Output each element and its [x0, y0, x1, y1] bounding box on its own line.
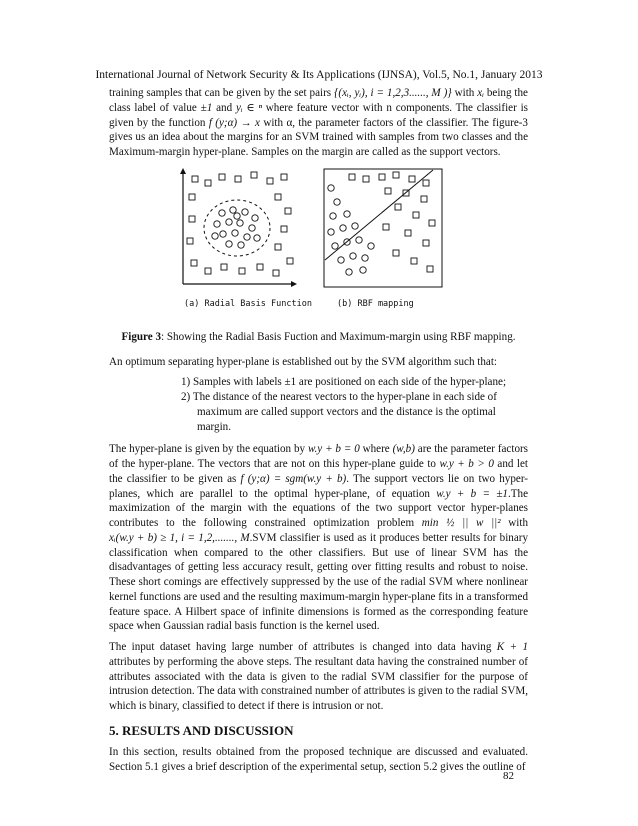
conditions-list — [109, 375, 528, 434]
math-xi: xᵢ — [477, 87, 484, 99]
subcaption-b: (b) RBF mapping — [337, 298, 414, 309]
math-pm1: ±1 — [200, 101, 213, 114]
math-hyperplane: w.y + b = 0 — [307, 443, 360, 456]
section-heading — [109, 722, 528, 739]
math-classifier: f (y;α) = sgm(w.y + b) — [240, 472, 347, 485]
text: training samples that can be given by the set pairs — [109, 87, 332, 99]
text: .The maximization of the margin with the equations of the two support vector hyper-planes contributes to the following constrained optimization problem — [109, 487, 528, 529]
text: where feature vector with n components. The classifier is given by the function — [109, 101, 528, 129]
paragraph-svm-intro — [109, 86, 528, 160]
math-k1: K + 1 — [496, 641, 528, 653]
panel-rbf-mapping — [323, 168, 443, 288]
text: with — [508, 517, 528, 529]
caption-text: : Showing the Radial Basis Fuction and Maximum-margin using RBF mapping. — [161, 330, 516, 343]
paragraph-hyperplane — [109, 442, 528, 634]
text: .SVM classifier is used as it produces better results for binary classification when compared to the other classifiers. But use of linear SVM has the disadvantages of getting less accuracy result, getting over fitting results and robust to noise. These short comings are effectively suppressed by the use of the radial SVM where nonlinear kernel functions are used and the resulting maximum-margin hyper-plane fits in a transformed feature space. A Hilbert space of infinite dimensions is formed as the corresponding feature space when Gaussian radial basis function is the kernel used. — [109, 531, 528, 633]
math-yi: yᵢ ∈ ⁿ — [235, 101, 262, 114]
section-number: 5. — [109, 722, 122, 738]
math-inequality: w.y + b > 0 — [439, 458, 494, 470]
subcaption-a: (a) Radial Basis Function — [184, 298, 312, 309]
paragraph-results: In this section, results obtained from the proposed technique are discussed and evaluated. Section 5.1 gives a brief description of the experimental setup, section 5.2 gives the outline of — [109, 746, 528, 773]
rbf-plot — [177, 168, 297, 288]
caption-label: Figure 3 — [121, 330, 162, 343]
text: . The support vectors lie on two hyper-planes, which are parallel to the optimal hyper-plane, of equation — [109, 472, 528, 500]
text: attributes by performing the above steps. The resultant data having the constrained number of attributes associated with the data is given to the radial SVM classifier for the purpose of intrusion detection. The data with constrained number of attributes is given to the radial SVM, which is binary, classified to detect if there is intrusion or not. — [109, 655, 528, 712]
mapping-plot — [323, 168, 443, 288]
page-body — [109, 86, 528, 781]
list-item: 2) The distance of the nearest vectors to the hyper-plane in each side of maximum are called support vectors and the distance is the optimal margin. — [181, 391, 497, 433]
math-constraint: xᵢ(w.y + b) ≥ 1, i = 1,2,......., M — [109, 531, 250, 544]
text: with — [454, 87, 475, 99]
math-wb: (w,b) — [392, 443, 415, 456]
text: and — [216, 101, 233, 114]
paragraph-dataset — [109, 640, 528, 714]
math-support: w.y + b = ±1 — [436, 487, 508, 500]
math-function: f (y;α) → x — [208, 116, 260, 129]
text: where — [362, 443, 390, 456]
paragraph-optimum: An optimum separating hyper-plane is established out by the SVM algorithm such that: — [109, 355, 497, 368]
text: being the class label of value — [109, 87, 528, 114]
page-number: 82 — [503, 770, 514, 782]
text: and let the classifier to be given as — [109, 458, 529, 485]
text: with α, the parameter factors of the classifier. The figure-3 gives us an idea about the margins for an SVM trained with samples from two classes and the Maximum-margin hyper-plane. Samples on the margin are called as the support vectors. — [109, 116, 528, 158]
text: The input dataset having large number of attributes is changed into data having — [109, 641, 492, 653]
figure-3 — [109, 166, 528, 324]
section-title: RESULTS AND DISCUSSION — [122, 722, 294, 738]
text: are the parameter factors of the hyper-plane. The vectors that are not on this hyper-plane guide to — [109, 443, 529, 470]
panel-radial-basis — [177, 168, 297, 288]
list-item: 1) Samples with labels ±1 are positioned on each side of the hyper-plane; — [181, 376, 507, 389]
figure-caption — [109, 330, 528, 345]
text: The hyper-plane is given by the equation by — [109, 443, 306, 456]
math-min: min ½ || w ||² — [421, 517, 501, 529]
journal-header: International Journal of Network Security & Its Applications (IJNSA), Vol.5, No.1, January 2013 — [95, 69, 543, 81]
math-set-pairs: {(xᵢ, yᵢ), i = 1,2,3......, M )} — [334, 87, 452, 99]
